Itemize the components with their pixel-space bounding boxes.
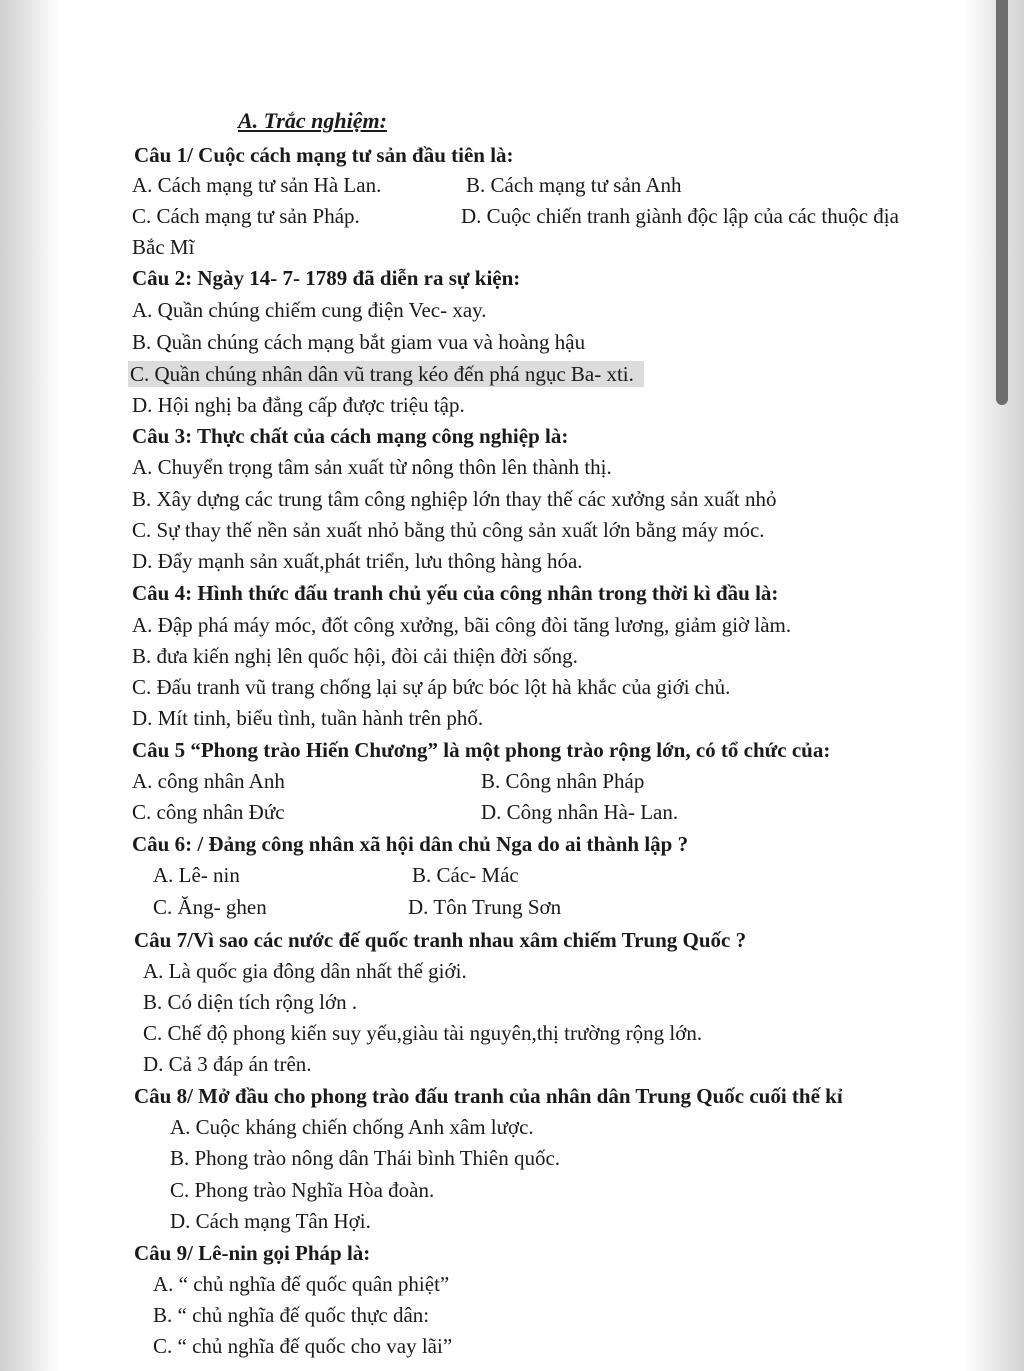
q3-option-a: A. Chuyển trọng tâm sản xuất từ nông thôn lên thành thị. [132,455,612,479]
q7-option-a: A. Là quốc gia đông dân nhất thế giới. [143,959,467,983]
q5-option-a: A. công nhân Anh [132,769,285,793]
scrollbar-thumb[interactable] [996,0,1008,405]
q5-option-d: D. Công nhân Hà- Lan. [481,800,679,824]
q8-option-a: A. Cuộc kháng chiến chống Anh xâm lược. [170,1115,534,1139]
q1-option-d-continued: Bắc Mĩ [132,235,195,259]
right-edge-shadow [964,0,1024,1371]
q3-option-c: C. Sự thay thế nền sản xuất nhỏ bằng thủ công sản xuất lớn bằng máy móc. [132,518,765,542]
q4-option-b: B. đưa kiến nghị lên quốc hội, đòi cải thiện đời sống. [132,644,578,668]
q2-option-c-highlighted: C. Quần chúng nhân dân vũ trang kéo đến phá ngục Ba- xti. [128,361,644,387]
section-heading: A. Trắc nghiệm: [238,108,387,133]
q4-option-d: D. Mít tinh, biểu tình, tuần hành trên phố. [132,706,484,730]
q6-option-a: A. Lê- nin [153,863,240,887]
left-edge-shadow [0,0,60,1371]
question-5: Câu 5 “Phong trào Hiến Chương” là một phong trào rộng lớn, có tổ chức của: [132,738,831,762]
q4-option-a: A. Đập phá máy móc, đốt công xưởng, bãi công đòi tăng lương, giảm giờ làm. [132,613,792,637]
q8-option-c: C. Phong trào Nghĩa Hòa đoàn. [170,1178,435,1202]
question-2: Câu 2: Ngày 14- 7- 1789 đã diễn ra sự kiện: [132,266,521,290]
q5-option-b: B. Công nhân Pháp [481,769,645,793]
q6-option-d: D. Tôn Trung Sơn [408,895,562,919]
question-7: Câu 7/Vì sao các nước đế quốc tranh nhau xâm chiếm Trung Quốc ? [134,928,747,952]
question-4: Câu 4: Hình thức đấu tranh chủ yếu của công nhân trong thời kì đầu là: [132,581,779,605]
q7-option-c: C. Chế độ phong kiến suy yếu,giàu tài nguyên,thị trường rộng lớn. [143,1021,703,1045]
q9-option-b: B. “ chủ nghĩa đế quốc thực dân: [153,1303,430,1327]
q2-option-b: B. Quần chúng cách mạng bắt giam vua và hoàng hậu [132,330,586,354]
q8-option-d: D. Cách mạng Tân Hợi. [170,1209,371,1233]
q1-option-d: D. Cuộc chiến tranh giành độc lập của các thuộc địa [461,204,899,228]
question-8: Câu 8/ Mở đầu cho phong trào đấu tranh của nhân dân Trung Quốc cuối thế kỉ [134,1084,843,1108]
q7-option-b: B. Có diện tích rộng lớn . [143,990,358,1014]
q9-option-a: A. “ chủ nghĩa đế quốc quân phiệt” [153,1272,450,1296]
q1-option-c: C. Cách mạng tư sản Pháp. [132,204,360,228]
question-9: Câu 9/ Lê-nin gọi Pháp là: [134,1241,371,1265]
q1-option-b: B. Cách mạng tư sản Anh [466,173,682,197]
q6-option-b: B. Các- Mác [412,863,519,887]
q1-option-a: A. Cách mạng tư sản Hà Lan. [132,173,382,197]
q3-option-b: B. Xây dựng các trung tâm công nghiệp lớn thay thế các xưởng sản xuất nhỏ [132,487,777,511]
question-1: Câu 1/ Cuộc cách mạng tư sản đầu tiên là: [134,143,514,167]
q6-option-c: C. Ăng- ghen [153,895,267,919]
question-3: Câu 3: Thực chất của cách mạng công nghiệp là: [132,424,569,448]
q2-option-d: D. Hội nghị ba đẳng cấp được triệu tập. [132,393,465,417]
q2-option-a: A. Quần chúng chiếm cung điện Vec- xay. [132,298,487,322]
q5-option-c: C. công nhân Đức [132,800,285,824]
q8-option-b: B. Phong trào nông dân Thái bình Thiên quốc. [170,1146,561,1170]
q7-option-d: D. Cả 3 đáp án trên. [143,1052,312,1076]
question-6: Câu 6: / Đảng công nhân xã hội dân chủ Nga do ai thành lập ? [132,832,689,856]
q9-option-c: C. “ chủ nghĩa đế quốc cho vay lãi” [153,1334,453,1358]
q3-option-d: D. Đẩy mạnh sản xuất,phát triển, lưu thông hàng hóa. [132,549,583,573]
q4-option-c: C. Đấu tranh vũ trang chống lại sự áp bức bóc lột hà khắc của giới chủ. [132,675,731,699]
